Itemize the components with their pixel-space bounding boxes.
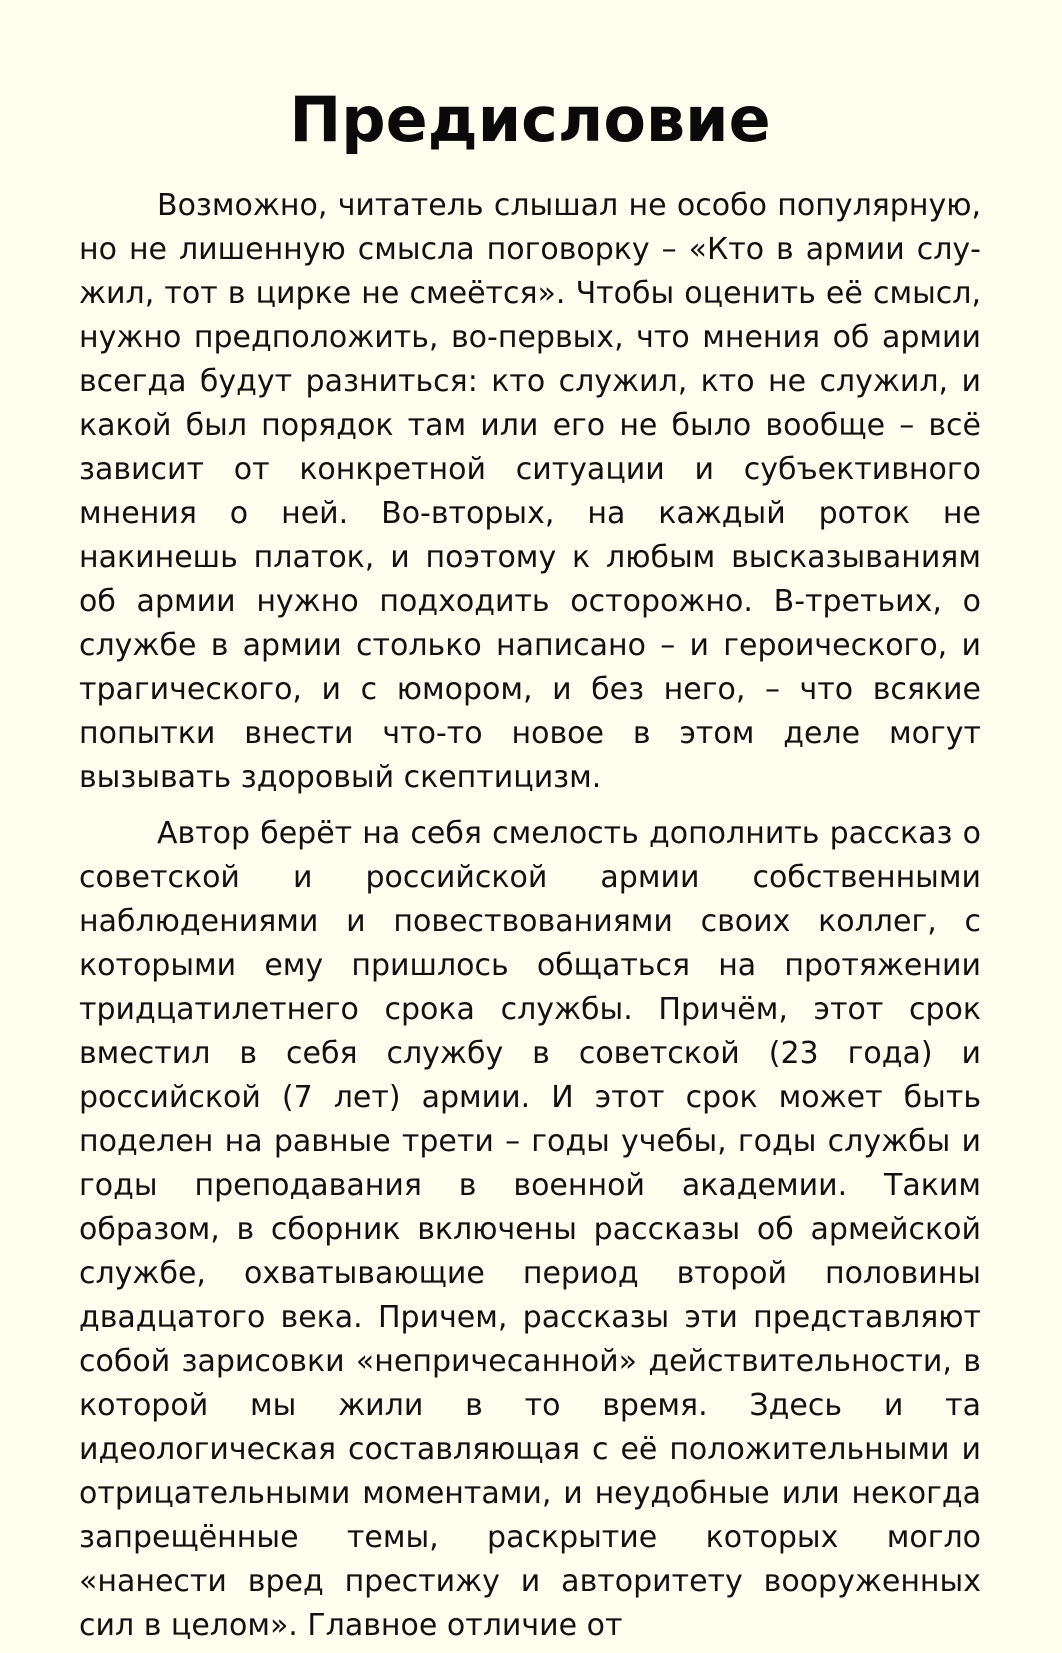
page-title: Предисловие xyxy=(289,83,771,156)
document-page xyxy=(79,82,981,1648)
paragraph-2: Автор берёт на себя смелость дополнить рассказ о советской и российской армии собственными наблюдениями и повествованиями своих коллег, с которыми ему пришлось общаться на протяжении тридцатилетнего срока службы. Причём, этот срок вместил в себя службу в советской (23 года) и российской (7 лет) армии. И этот срок может быть поделен на равные трети – годы учебы, годы службы и годы преподавания в военной академии. Таким образом, в сборник включены рассказы об армейской службе, охватывающие период второй половины двадцатого века. Причем, рассказы эти представляют собой зарисовки «непричесанной» действительности, в которой мы жили в то время. Здесь и та идеологическая составляющая с её положительными и отрицательными моментами, и неудобные или некогда запрещённые темы, раскрытие которых могло «нанести вред престижу и авторитету вооруженных сил в целом». Главное отличие от xyxy=(79,816,981,1643)
body-text xyxy=(79,184,981,1648)
paragraph-1: Возможно, читатель слышал не особо популярную, но не лишенную смысла поговорку – «Кто в армии служил, тот в цирке не смеётся». Чтобы оценить её смысл, нужно предположить, во-первых, что мнения об армии всегда будут разниться: кто служил, кто не служил, и какой был порядок там или его не было вообще – всё зависит от конкретной ситуации и субъективного мнения о ней. Во-вторых, на каждый роток не накинешь платок, и поэтому к любым высказываниям об армии нужно подходить осторожно. В-третьих, о службе в армии столько написано – и героического, и трагического, и с юмором, и без него, – что всякие попытки внести что-то новое в этом деле могут вызывать здоровый скептицизм. xyxy=(79,188,981,795)
